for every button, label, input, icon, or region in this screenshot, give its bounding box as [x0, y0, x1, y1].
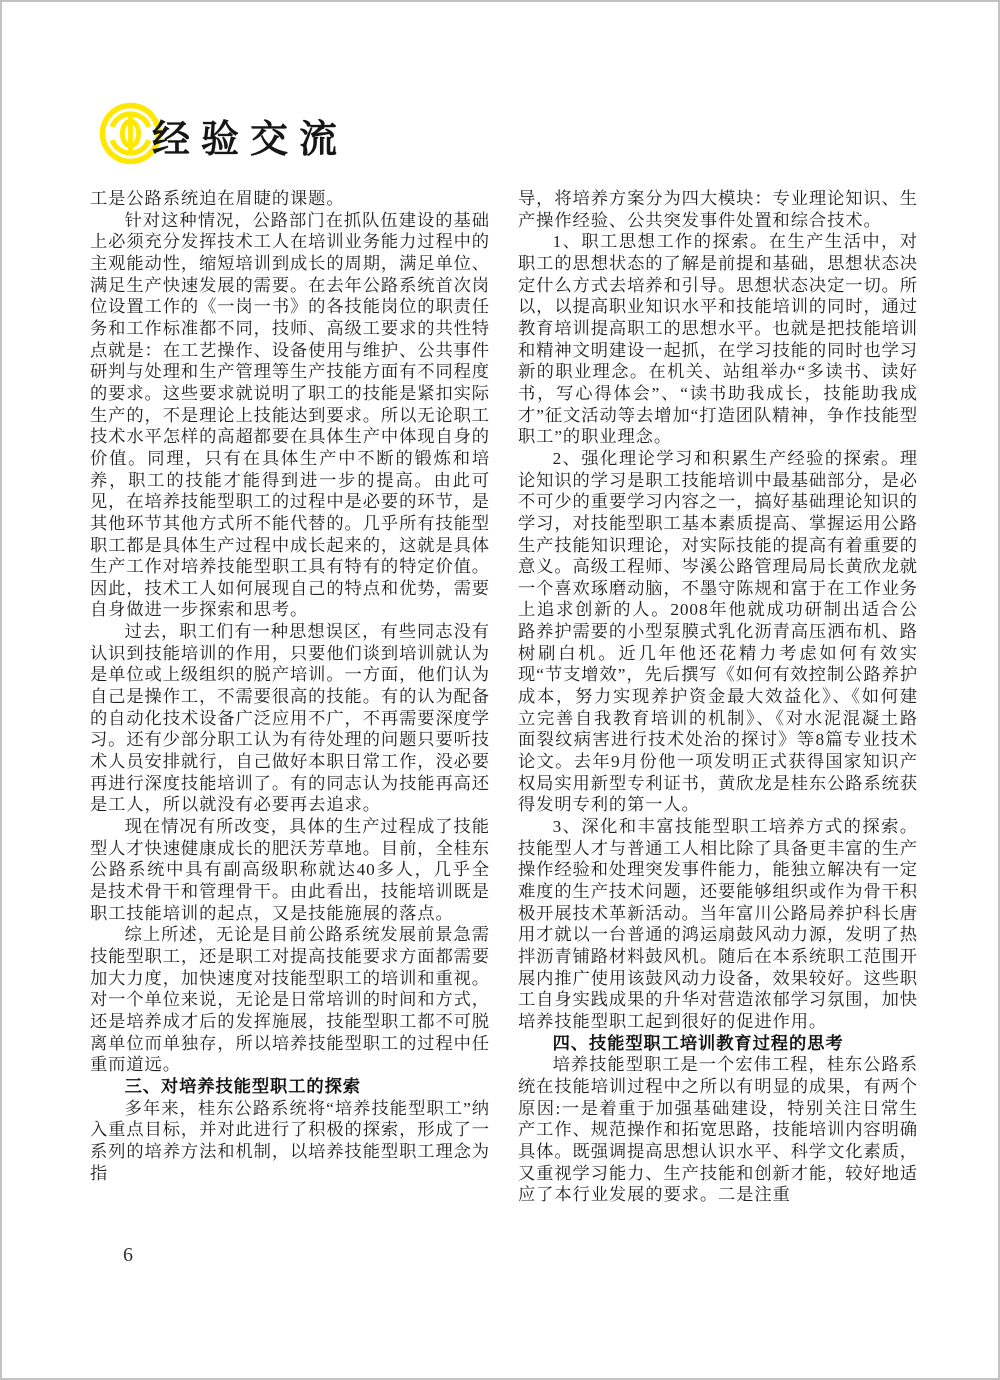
- paragraph: 多年来，桂东公路系统将“培养技能型职工”纳入重点目标，并对此进行了积极的探索，形成了一系列的培养方法和机制，以培养技能型职工理念为指: [90, 1098, 490, 1183]
- paragraph: 3、深化和丰富技能型职工培养方式的探索。技能型人才与普通工人相比除了具备更丰富的生产操作经验和处理突发事件能力，能独立解决有一定难度的生产技术问题，还要能够组织或作为骨干积极开展技术革新活动。当年富川公路局养护科长唐用才就以一台普通的鸿运扇鼓风动力源，发明了热拌沥青铺路材料鼓风机。随后在本系统职工范围开展内推广使用该鼓风动力设备，效果较好。这些职工自身实践成果的升华对营造浓郁学习氛围，加快培养技能型职工起到很好的促进作用。: [518, 817, 918, 1031]
- paragraph: 工是公路系统迫在眉睫的课题。: [90, 189, 345, 208]
- paragraph: 导，将培养方案分为四大模块：专业理论知识、生产操作经验、公共突发事件处置和综合技术。: [518, 189, 918, 230]
- paragraph: 现在情况有所改变，具体的生产过程成了技能型人才快速健康成长的肥沃芳草地。目前，全桂东公路系统中具有副高级职称就达40多人，几乎全是技术骨干和管理骨干。由此看出，技能培训既是职工技能培训的起点，又是技能施展的落点。: [90, 817, 490, 923]
- article-column-left: [90, 188, 490, 1184]
- paragraph: 培养技能型职工是一个宏伟工程，桂东公路系统在技能培训过程中之所以有明显的成果，有两个原因:一是着重于加强基础建设，特别关注日常生产工作、规范操作和拓宽思路，技能培训内容明确具体。既强调提高思想认识水平、科学文化素质，又重视学习能力、生产技能和创新才能，较好地适应了本行业发展的要求。二是注重: [518, 1055, 918, 1205]
- section-heading: 四、技能型职工培训教育过程的思考: [552, 1032, 844, 1053]
- page-number: 6: [123, 1244, 133, 1266]
- paragraph: 1、职工思想工作的探索。在生产生活中，对职工的思想状态的了解是前提和基础，思想状态决定什么方式去培养和引导。思想状态决定一切。所以，以提高职业知识水平和技能培训的同时，通过教育培训提高职工的思想水平。也就是把技能培训和精神文明建设一起抓，在学习技能的同时也学习新的职业理念。在机关、站组举办“多读书、读好书，写心得体会”、“读书助我成长，技能助我成才”征文活动等去增加“打造团队精神，争作技能型职工”的职业理念。: [518, 232, 918, 447]
- masthead-title: 经验交流: [152, 119, 349, 161]
- paragraph: 过去，职工们有一种思想误区，有些同志没有认识到技能培训的作用，只要他们谈到培训就认为是单位或上级组织的脱产培训。一方面，他们认为自己是操作工，不需要很高的技能。有的认为配备的自动化技术设备广泛应用不广，不再需要深度学习。还有少部分职工认为有待处理的问题只要听技术人员安排就行，自己做好本职日常工作，没必要再进行深度技能培训了。有的同志认为技能再高还是工人，所以就没有必要再去追求。: [90, 622, 490, 815]
- paragraph: 针对这种情况，公路部门在抓队伍建设的基础上必须充分发挥技术工人在培训业务能力过程中的主观能动性，缩短培训到成长的周期，满足单位、满足生产快速发展的需要。在去年公路系统首次岗位设置工作的《一岗一书》的各技能岗位的职责任务和工作标准都不同，技师、高级工要求的共性特点就是：在工艺操作、设备使用与维护、公共事件研判与处理和生产管理等生产技能方面有不同程度的要求。这些要求就说明了职工的技能是紧扣实际生产的，不是理论上技能达到要求。所以无论职工技术水平怎样的高超都要在具体生产中体现自身的价值。同理，只有在具体生产中不断的锻炼和培养，职工的技能才能得到进一步的提高。由此可见，在培养技能型职工的过程中是必要的环节，是其他环节其他方式所不能代替的。几乎所有技能型职工都是具体生产过程中成长起来的，这就是具体生产工作对培养技能型职工具有特有的特定价值。因此，技术工人如何展现自己的特点和优势，需要自身做进一步探索和思考。: [90, 210, 490, 620]
- paragraph: 综上所述，无论是目前公路系统发展前景急需技能型职工，还是职工对提高技能要求方面都需要加大力度，加快速度对技能型职工的培训和重视。对一个单位来说，无论是日常培训的时间和方式，还是培养成才后的发挥施展，技能型职工都不可脱离单位而单独存，所以培养技能型职工的过程中任重而道远。: [90, 925, 490, 1075]
- section-heading: 三、对培养技能型职工的探索: [124, 1075, 361, 1096]
- paragraph: 2、强化理论学习和积累生产经验的探索。理论知识的学习是职工技能培训中最基础部分，是必不可少的重要学习内容之一，搞好基础理论知识的学习，对技能型职工基本素质提高、掌握运用公路生产技能知识理论，对实际技能的提高有着重要的意义。高级工程师、岑溪公路管理局局长黄欣龙就一个喜欢琢磨动脑，不墨守陈规和富于在工作业务上追求创新的人。2008年他就成功研制出适合公路养护需要的小型泵膜式乳化沥青高压洒布机、路树刷白机。近几年他还花精力考虑如何有效实现“节支增效”，先后撰写《如何有效控制公路养护成本，努力实现养护资金最大效益化》、《如何建立完善自我教育培训的机制》、《对水泥混凝土路面裂纹病害进行技术处治的探讨》等8篇专业技术论文。去年9月份他一项发明正式获得国家知识产权局实用新型专利证书，黄欣龙是桂东公路系统获得发明专利的第一人。: [518, 448, 918, 815]
- article-column-right: [518, 188, 918, 1206]
